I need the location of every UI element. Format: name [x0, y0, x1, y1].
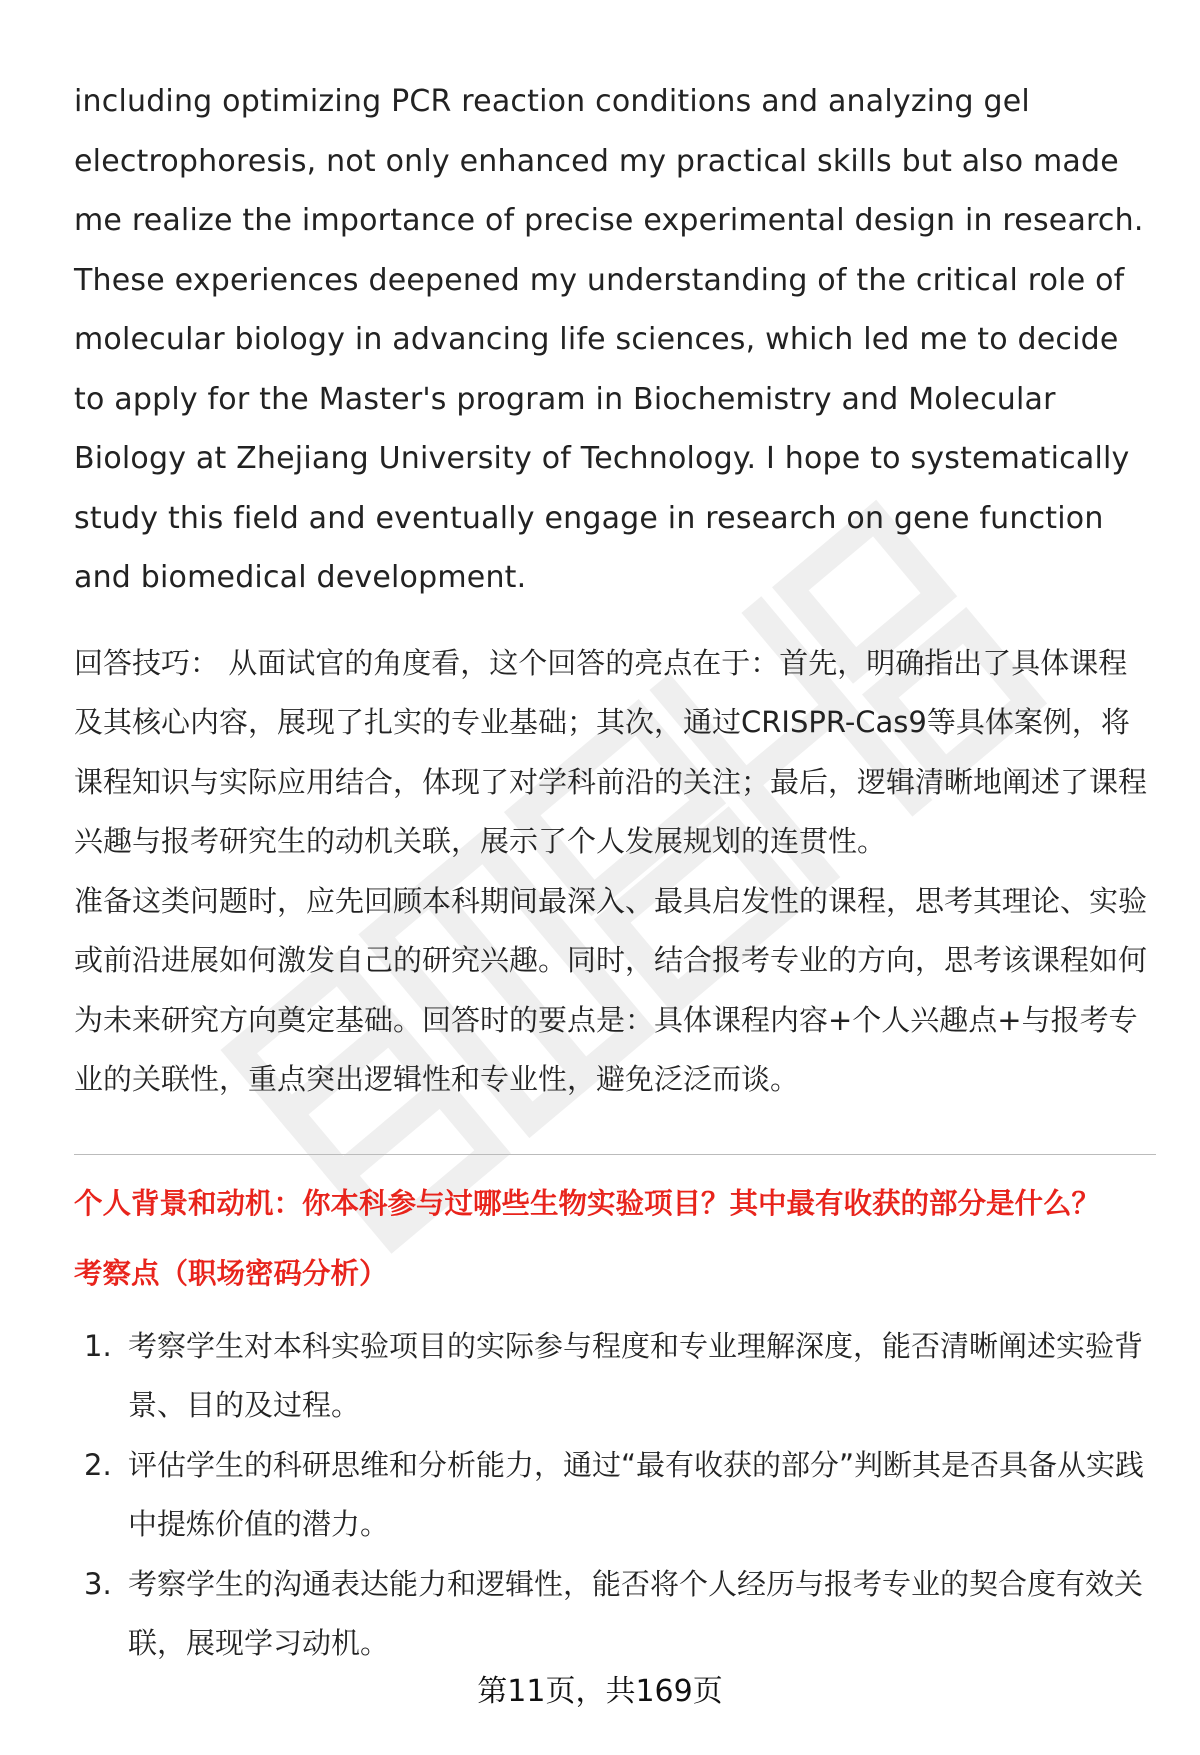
- page-number-footer: 第11页，共169页: [477, 1674, 723, 1709]
- answer-tips-section: [74, 634, 1156, 1110]
- list-item-number: 1.: [84, 1328, 112, 1363]
- list-item-text: 评估学生的科研思维和分析能力，通过“最有收获的部分”判断其是否具备从实践中提炼价值的潜力。: [128, 1447, 1145, 1541]
- list-item-text: 考察学生的沟通表达能力和逻辑性，能否将个人经历与报考专业的契合度有效关联，展现学习动机。: [128, 1566, 1144, 1660]
- answer-tips-paragraph: 回答技巧： 从面试官的角度看，这个回答的亮点在于：首先，明确指出了具体课程及其核心内容，展现了扎实的专业基础；其次，通过CRISPR-Cas9等具体案例，将课程知识与实际应用结合，体现了对学科前沿的关注；最后，逻辑清晰地阐述了课程兴趣与报考研究生的动机关联，展示了个人发展规划的连贯性。: [74, 645, 1148, 858]
- list-item-number: 3.: [84, 1566, 112, 1601]
- preparation-advice-paragraph: 准备这类问题时，应先回顾本科期间最深入、最具启发性的课程，思考其理论、实验或前沿进展如何激发自己的研究兴趣。同时，结合报考专业的方向，思考该课程如何为未来研究方向奠定基础。回答时的要点是：具体课程内容+个人兴趣点+与报考专业的关联性，重点突出逻辑性和专业性，避免泛泛而谈。: [74, 883, 1148, 1096]
- document-page: [74, 72, 1156, 1674]
- section-divider: [74, 1154, 1156, 1155]
- answer-continuation-paragraph: including optimizing PCR reaction conditions and analyzing gel electrophoresis, not only enhanced my practical skills but also made me realize the importance of precise experimental design in research. These experiences deepened my understanding of the critical role of molecular biology in advancing life sciences, which led me to decide to apply for the Master's program in Biochemistry and Molecular Biology at Zhejiang University of Technology. I hope to systematically study this field and eventually engage in research on gene function and biomedical development.: [74, 84, 1144, 595]
- list-item: [74, 1436, 1156, 1555]
- list-item-number: 2.: [84, 1447, 112, 1482]
- assessment-points-heading: 考察点（职场密码分析）: [74, 1256, 388, 1290]
- assessment-points-list: [74, 1317, 1156, 1674]
- question-title: 个人背景和动机：你本科参与过哪些生物实验项目？其中最有收获的部分是什么？: [74, 1186, 1101, 1220]
- list-item: [74, 1317, 1156, 1436]
- list-item-text: 考察学生对本科实验项目的实际参与程度和专业理解深度，能否清晰阐述实验背景、目的及过程。: [128, 1328, 1144, 1422]
- list-item: [74, 1555, 1156, 1674]
